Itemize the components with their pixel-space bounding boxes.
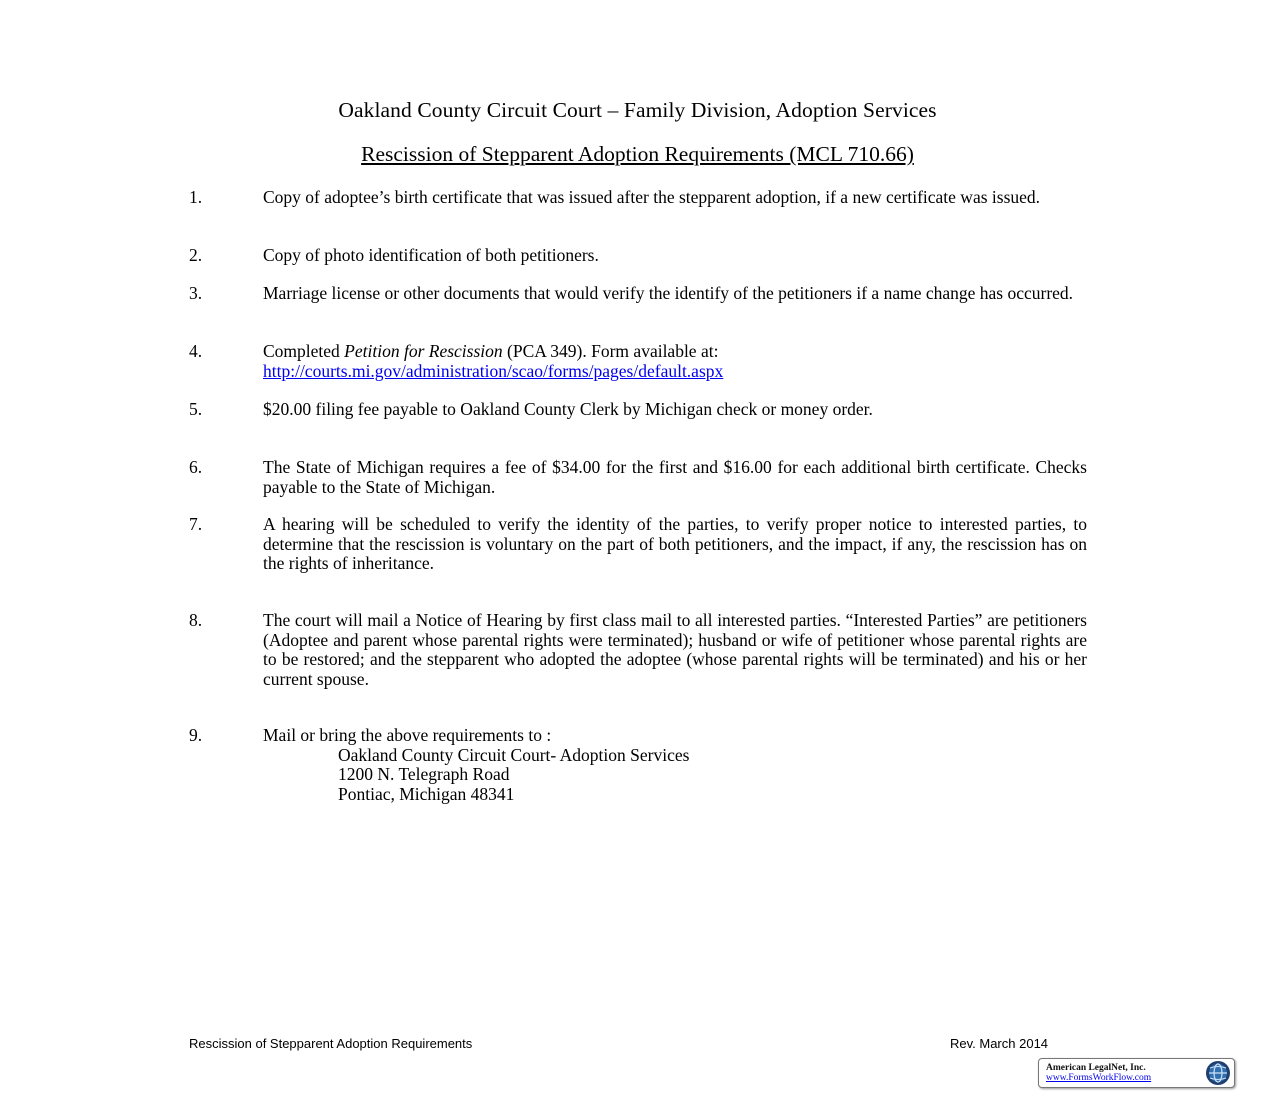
item-text <box>263 342 1087 381</box>
footer-revision: Rev. March 2014 <box>950 1036 1049 1051</box>
item-number: 2. <box>189 245 203 265</box>
footer-title: Rescission of Stepparent Adoption Requirements <box>189 1036 473 1051</box>
item-text: Copy of adoptee’s birth certificate that was issued after the stepparent adoption, if a new certificate was issued. <box>263 187 1041 207</box>
item-text: Marriage license or other documents that would verify the identify of the petitioners if a name change has occurred. <box>263 283 1074 303</box>
item-text: $20.00 filing fee payable to Oakland County Clerk by Michigan check or money order. <box>263 399 873 419</box>
forms-link[interactable]: http://courts.mi.gov/administration/scao/forms/pages/default.aspx <box>263 360 724 381</box>
item-number: 5. <box>189 399 203 419</box>
item-text-before: Completed <box>263 341 345 361</box>
document-title: Rescission of Stepparent Adoption Requirements (MCL 710.66) <box>361 142 914 166</box>
globe-icon <box>1205 1060 1231 1086</box>
address-line-1: Oakland County Circuit Court- Adoption Services <box>338 744 690 765</box>
mail-instruction: Mail or bring the above requirements to : <box>263 725 552 745</box>
item-number: 7. <box>189 514 203 534</box>
american-legalnet-logo[interactable] <box>1038 1058 1235 1088</box>
item-text: Copy of photo identification of both petitioners. <box>263 245 599 265</box>
address-line-2: 1200 N. Telegraph Road <box>338 764 510 785</box>
address-line-3: Pontiac, Michigan 48341 <box>338 783 515 804</box>
petition-form-title: Petition for Rescission <box>344 341 503 361</box>
item-number: 9. <box>189 725 203 745</box>
item-number: 3. <box>189 283 203 303</box>
logo-url[interactable]: www.FormsWorkFlow.com <box>1046 1073 1152 1083</box>
logo-company-name: American LegalNet, Inc. <box>1046 1063 1146 1073</box>
court-title: Oakland County Circuit Court – Family Division, Adoption Services <box>338 98 937 122</box>
item-number: 8. <box>189 610 203 630</box>
item-text: The court will mail a Notice of Hearing by first class mail to all interested parties. “Interested Parties” are petitioners (Adoptee and parent whose parental rights were terminated); husband or wife of petitioner whose parental rights are to be restored; and the stepparent who adopted the adoptee (whose parental rights will be terminated) and his or her current spouse. <box>263 610 1087 689</box>
item-number: 6. <box>189 457 203 477</box>
item-text-after: (PCA 349). Form available at: <box>502 341 719 361</box>
item-text: The State of Michigan requires a fee of $34.00 for the first and $16.00 for each additional birth certificate. Checks payable to the State of Michigan. <box>263 457 1087 497</box>
item-text <box>263 726 1087 804</box>
item-text: A hearing will be scheduled to verify the identity of the parties, to verify proper notice to interested parties, to determine that the rescission is voluntary on the part of both petitioners, and the impact, if any, the rescission has on the rights of inheritance. <box>263 514 1087 574</box>
item-number: 4. <box>189 341 203 361</box>
item-number: 1. <box>189 187 203 207</box>
